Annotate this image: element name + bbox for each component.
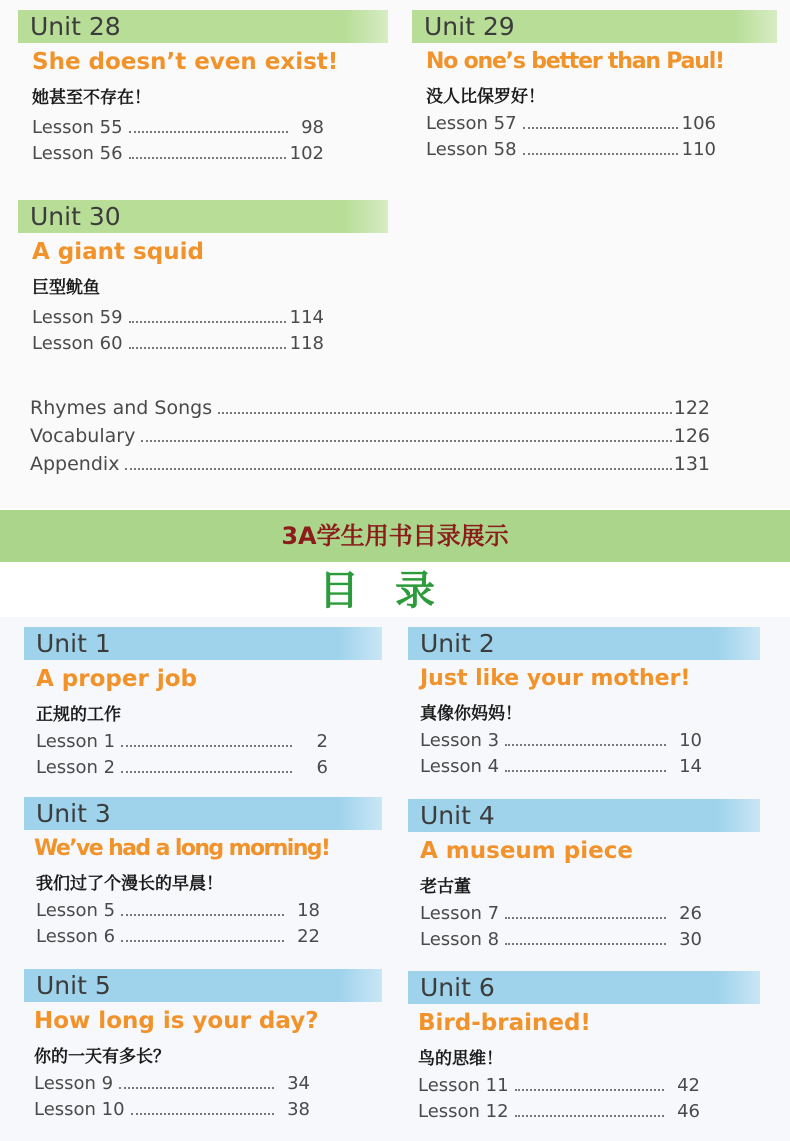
toc-page-3a [0,617,790,1141]
lesson-list [34,1073,310,1125]
dot-leader [121,771,292,773]
unit-3-block [24,797,382,952]
lesson-label: Lesson 60 [32,333,123,354]
toc-label: Appendix [30,453,120,475]
page-number: 10 [679,730,702,751]
unit-2-block [408,627,760,782]
dot-leader [129,347,286,349]
page-number: 42 [677,1075,700,1096]
page-number: 6 [316,757,328,778]
unit-5-block [24,969,382,1125]
unit-header: Unit 3 [24,797,382,830]
page-number: 2 [316,731,328,752]
unit-header: Unit 2 [408,627,760,660]
unit-title: A museum piece [420,838,633,864]
unit-title: A giant squid [32,239,204,265]
lesson-label: Lesson 8 [420,929,500,950]
dot-leader [515,1115,664,1117]
unit-header: Unit 30 [18,200,388,233]
unit-title: How long is your day? [34,1008,319,1034]
page-number: 22 [297,926,320,947]
unit-title: A proper job [36,666,197,692]
lesson-label: Lesson 55 [32,117,123,138]
lesson-row[interactable] [426,139,716,165]
lesson-list [36,900,320,952]
page-number: 34 [287,1073,310,1094]
lesson-row[interactable] [32,143,324,169]
lesson-row[interactable] [36,926,320,952]
unit-title: Bird-brained! [418,1010,591,1036]
page-number: 38 [287,1099,310,1120]
unit-title: She doesn’t even exist! [32,49,339,75]
lesson-label: Lesson 58 [426,139,517,160]
toc-row-rhymes-and-songs[interactable] [30,397,710,425]
page-number: 14 [679,756,702,777]
lesson-label: Lesson 2 [36,757,116,778]
unit-header: Unit 1 [24,627,382,660]
unit-title-chinese: 巨型鱿鱼 [32,278,100,298]
unit-title-chinese: 正规的工作 [36,705,121,725]
dot-leader [121,914,284,916]
unit-header: Unit 6 [408,971,760,1004]
lesson-label: Lesson 4 [420,756,500,777]
unit-4-block [408,799,760,955]
page-number: 18 [297,900,320,921]
lesson-row[interactable] [36,757,328,783]
lesson-row[interactable] [34,1073,310,1099]
unit-title: We’ve had a long morning! [34,836,330,861]
lesson-list [420,903,702,955]
toc-label: Rhymes and Songs [30,397,213,419]
unit-6-block [408,971,760,1127]
lesson-label: Lesson 10 [34,1099,125,1120]
unit-title-chinese: 她甚至不存在！ [32,88,151,108]
unit-30-block [18,200,388,359]
unit-title-chinese: 没人比保罗好！ [426,87,545,107]
toc-row-vocabulary[interactable] [30,425,710,453]
unit-header: Unit 28 [18,10,388,43]
unit-29-block [412,10,777,165]
unit-title-chinese: 鸟的思维！ [418,1049,503,1069]
page-number: 122 [673,397,710,419]
lesson-row[interactable] [420,730,702,756]
dot-leader [119,1087,274,1089]
contents-title: 目录 [319,568,471,614]
page-number: 110 [681,139,716,160]
lesson-label: Lesson 12 [418,1101,509,1122]
lesson-label: Lesson 6 [36,926,116,947]
lesson-row[interactable] [418,1101,700,1127]
section-banner: 3A学生用书目录展示 [0,510,790,562]
unit-title: Just like your mother! [420,666,691,691]
dot-leader [505,943,666,945]
lesson-list [36,731,328,783]
dot-leader [125,468,671,470]
unit-title-chinese: 你的一天有多长？ [34,1047,170,1067]
lesson-row[interactable] [36,731,328,757]
dot-leader [131,1113,274,1115]
dot-leader [129,131,288,133]
dot-leader [505,917,666,919]
lesson-row[interactable] [420,756,702,782]
dot-leader [121,940,284,942]
lesson-list [426,113,716,165]
unit-header: Unit 4 [408,799,760,832]
dot-leader [505,770,666,772]
lesson-label: Lesson 5 [36,900,116,921]
unit-header: Unit 5 [24,969,382,1002]
dot-leader [121,745,292,747]
lesson-row[interactable] [36,900,320,926]
page-number: 114 [289,307,324,328]
dot-leader [515,1089,664,1091]
lesson-label: Lesson 11 [418,1075,509,1096]
page-number: 30 [679,929,702,950]
toc-page-continued [0,0,790,508]
lesson-list [32,307,324,359]
dot-leader [523,153,678,155]
unit-1-block [24,627,382,783]
lesson-row[interactable] [420,903,702,929]
page-number: 106 [681,113,716,134]
unit-28-block [18,10,388,169]
page-number: 98 [301,117,324,138]
lesson-row[interactable] [426,113,716,139]
lesson-row[interactable] [32,333,324,359]
dot-leader [218,412,672,414]
unit-title-chinese: 我们过了个漫长的早晨！ [36,874,223,894]
lesson-label: Lesson 9 [34,1073,114,1094]
dot-leader [129,321,286,323]
lesson-row[interactable] [32,117,324,143]
dot-leader [505,744,666,746]
unit-title: No one’s better than Paul! [426,49,724,74]
page-number: 26 [679,903,702,924]
page-number: 131 [673,453,710,475]
dot-leader [129,157,286,159]
unit-title-chinese: 真像你妈妈！ [420,704,522,724]
lesson-list [418,1075,700,1127]
toc-row-appendix[interactable] [30,453,710,481]
lesson-label: Lesson 56 [32,143,123,164]
lesson-label: Lesson 7 [420,903,500,924]
page-number: 118 [289,333,324,354]
lesson-label: Lesson 1 [36,731,116,752]
page-number: 46 [677,1101,700,1122]
lesson-label: Lesson 57 [426,113,517,134]
toc-label: Vocabulary [30,425,136,447]
back-matter-list [30,397,710,481]
page-number: 102 [289,143,324,164]
unit-header: Unit 29 [412,10,777,43]
lesson-row[interactable] [32,307,324,333]
lesson-label: Lesson 59 [32,307,123,328]
dot-leader [141,440,671,442]
lesson-row[interactable] [420,929,702,955]
lesson-label: Lesson 3 [420,730,500,751]
unit-title-chinese: 老古董 [420,877,471,897]
lesson-row[interactable] [34,1099,310,1125]
lesson-row[interactable] [418,1075,700,1101]
dot-leader [523,127,678,129]
lesson-list [420,730,702,782]
lesson-list [32,117,324,169]
page-number: 126 [673,425,710,447]
